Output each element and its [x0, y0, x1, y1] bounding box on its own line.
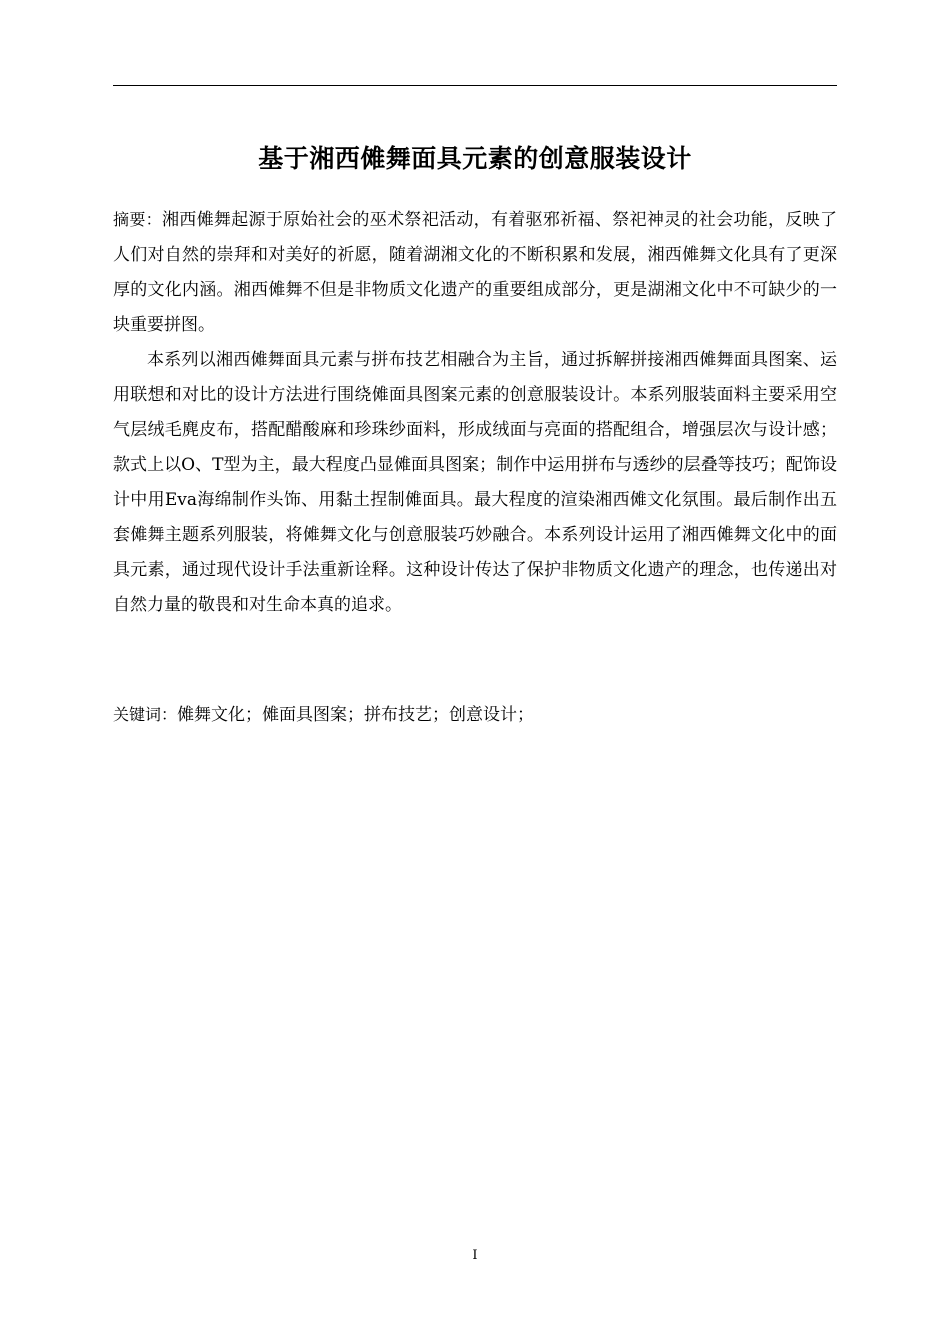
abstract-section — [113, 202, 837, 623]
abstract-paragraph-1 — [113, 202, 837, 343]
abstract-label: 摘要： — [113, 210, 162, 229]
abstract-paragraph-2: 本系列以湘西傩舞面具元素与拼布技艺相融合为主旨，通过拆解拼接湘西傩舞面具图案、运用联想和对比的设计方法进行围绕傩面具图案元素的创意服装设计。本系列服装面料主要采用空气层绒毛麂皮布，搭配醋酸麻和珍珠纱面料，形成绒面与亮面的搭配组合，增强层次与设计感；款式上以O、T型为主，最大程度凸显傩面具图案；制作中运用拼布与透纱的层叠等技巧；配饰设计中用Eva海绵制作头饰、用黏土捏制傩面具。最大程度的渲染湘西傩文化氛围。最后制作出五套傩舞主题系列服装，将傩舞文化与创意服装巧妙融合。本系列设计运用了湘西傩舞文化中的面具元素，通过现代设计手法重新诠释。这种设计传达了保护非物质文化遗产的理念，也传递出对自然力量的敬畏和对生命本真的追求。 — [113, 350, 837, 615]
keywords-label: 关键词： — [113, 705, 178, 724]
keywords-text: 傩舞文化；傩面具图案；拼布技艺；创意设计； — [177, 705, 535, 725]
paper-title: 基于湘西傩舞面具元素的创意服装设计 — [258, 144, 692, 173]
page-number: I — [472, 1248, 478, 1263]
keywords-line — [113, 700, 837, 730]
header-rule — [113, 85, 837, 86]
abstract-paragraph-1-text: 湘西傩舞起源于原始社会的巫术祭祀活动，有着驱邪祈福、祭祀神灵的社会功能，反映了人们对自然的崇拜和对美好的祈愿，随着湖湘文化的不断积累和发展，湘西傩舞文化具有了更深厚的文化内涵。湘西傩舞不但是非物质文化遗产的重要组成部分，更是湖湘文化中不可缺少的一块重要拼图。 — [113, 210, 837, 335]
